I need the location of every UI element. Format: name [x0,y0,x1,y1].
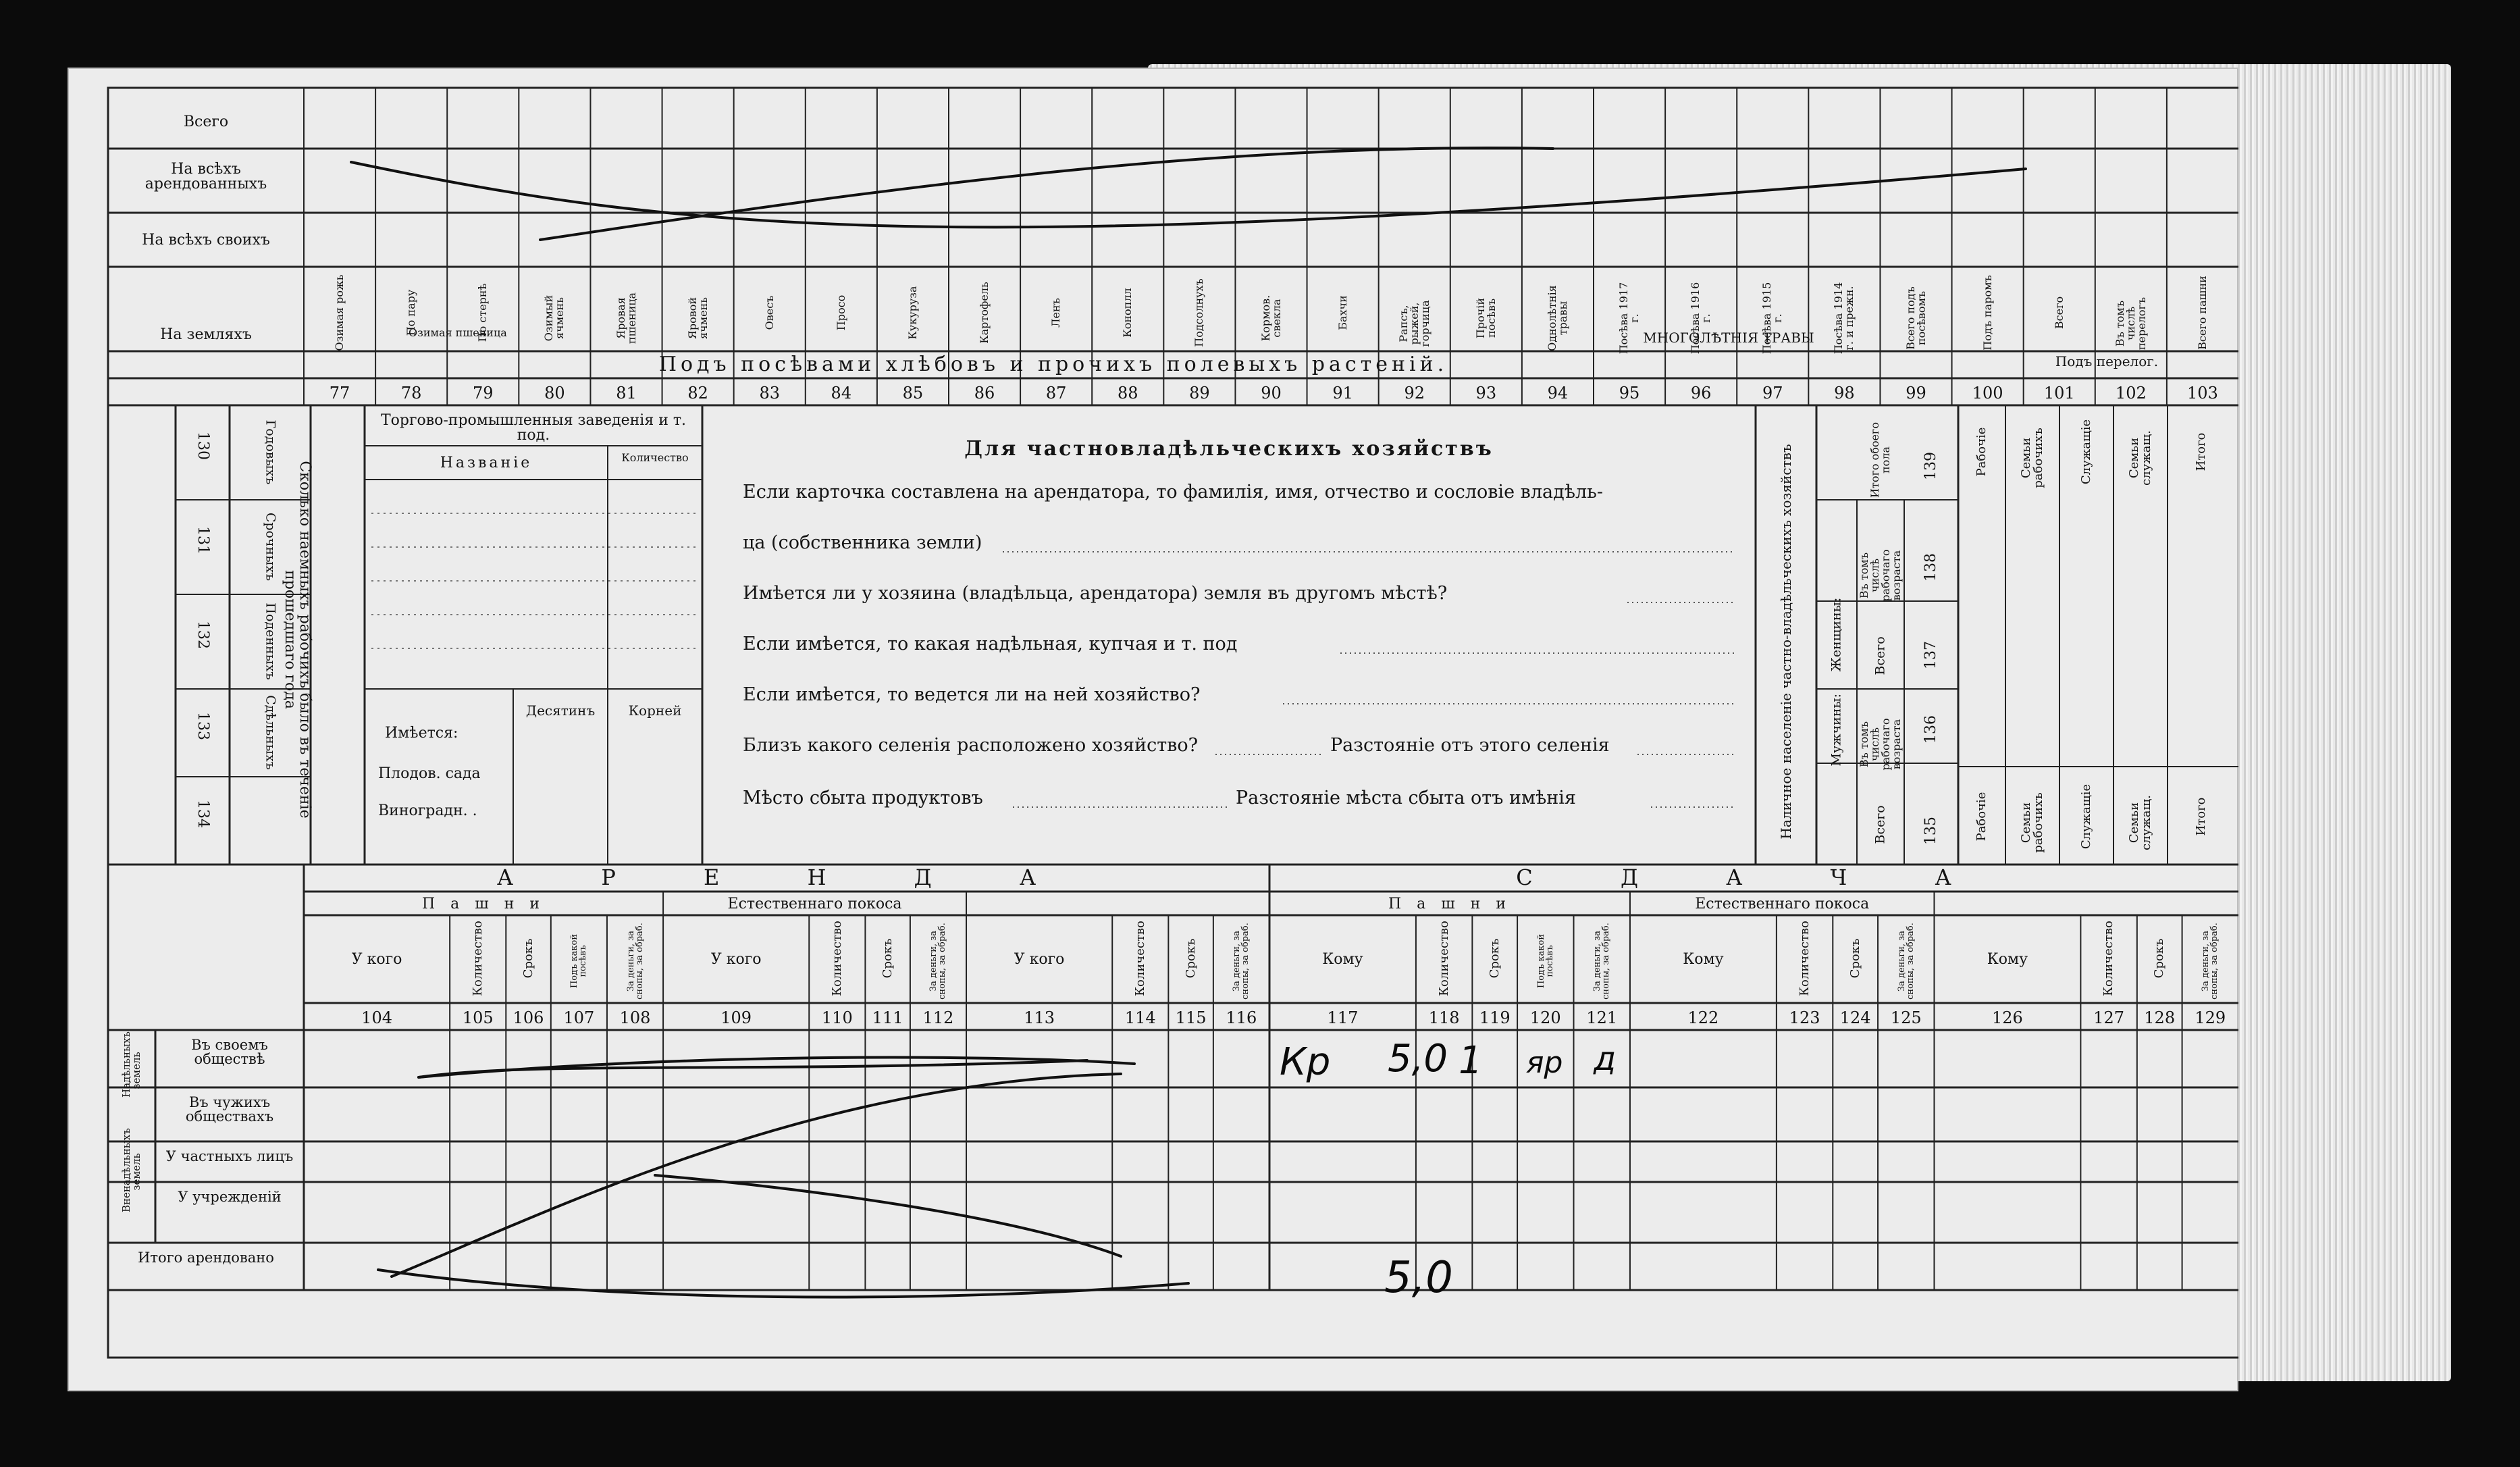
worker-row-label: Сдѣльныхъ [263,695,278,770]
crop-col-number: 91 [1332,384,1353,403]
lease-col-number: 109 [720,1008,752,1027]
arenda-title: А Р Е Н Д А [496,865,1077,890]
lease-col-label: За деньги, за снопы, за обраб. [1896,923,1916,1000]
worker-row-label: Годовыхъ [263,419,278,485]
population-col-label: Рабочіе [1974,427,1989,477]
lease-col-number: 119 [1479,1008,1511,1027]
crop-col-number: 100 [1972,384,2003,403]
crop-col-number: 102 [2115,384,2147,403]
crop-col-label: Подъ паромъ [1980,275,1994,351]
population-col-label: Рабочіе [1974,792,1989,842]
form-line-owner: Если карточка составлена на арендатора, то фамилія, имя, отчество и сословіе владѣль- [743,482,1603,503]
population-number: 139 [1922,452,1939,480]
form-line-farming: Если имѣется, то ведется ли на ней хозяйство? [743,684,1201,705]
form-fill-lines [68,68,2238,1391]
perennial-grasses-group: МНОГОЛѢТНІЯ ТРАВЫ [1643,330,1814,346]
lease-col-label: Количество [470,921,485,996]
crop-col-label: Овесъ [762,295,776,330]
form-line-market-distance: Разстояніе мѣста сбыта отъ имѣнія [1236,788,1576,808]
worker-row-label: Поденныхъ [263,602,278,680]
sdacha-title: С Д А Ч А [1516,865,1992,890]
worker-row-number: 134 [194,800,211,828]
lease-col-number: 126 [1992,1008,2023,1027]
plough-group: П а ш н и [1388,896,1511,912]
hand-total-leased: 5,0 [1384,1253,1453,1303]
lease-col-number: 111 [872,1008,903,1027]
lease-col-label: За деньги, за снопы, за обраб. [1592,923,1612,1000]
crop-col-label: Яровой ячмень [685,297,710,340]
lease-col-label: Срокъ [880,938,895,979]
lease-col-label: Подъ какой посѣвъ [1535,933,1555,989]
row-own: На всѣхъ своихъ [142,232,270,249]
plough-group: П а ш н и [422,896,546,912]
crop-col-number: 84 [831,384,852,403]
lease-col-label: Срокъ [521,938,535,979]
lease-col-number: 129 [2195,1008,2226,1027]
lease-col-number: 115 [1175,1008,1207,1027]
crop-col-label: Посѣва 1916 г. [1689,282,1713,355]
lease-col-label: За деньги, за снопы, за обраб. [1232,923,1251,1000]
lease-col-label: Срокъ [1183,938,1198,979]
crop-col-number: 78 [400,384,422,403]
population-col-label: Итого [2194,432,2208,471]
lease-col-number: 121 [1586,1008,1618,1027]
crop-col-label: Посѣва 1917 г. [1617,282,1642,355]
lease-col-label: У кого [710,951,762,968]
crop-col-number: 103 [2187,384,2218,403]
crop-col-number: 85 [902,384,924,403]
form-line-owner-cont: ца (собственника земли) [743,532,982,553]
population-col-label: Итого [2194,797,2208,836]
lease-col-number: 113 [1024,1008,1055,1027]
lease-col-number: 104 [361,1008,392,1027]
worker-row-label: Срочныхъ [263,512,278,582]
hand-crop: яр [1526,1046,1563,1080]
men-working-label: Въ томъ числѣ рабочаго возраста [1858,718,1903,771]
trade-name-header: Названіе [440,455,533,471]
women-total-label: Всего [1872,636,1888,675]
lease-col-number: 128 [2144,1008,2176,1027]
crop-col-label: Бахчи [1336,295,1349,330]
lease-col-label: Подъ какой посѣвъ [569,933,589,989]
population-col-label: Семьи рабочихъ [2019,428,2045,488]
hand-quantity: 5,0 [1388,1037,1448,1081]
worker-row-number: 133 [194,712,211,740]
lease-col-label: Срокъ [1487,938,1502,979]
private-farms-title: Для частновладѣльческихъ хозяйствъ [964,437,1494,461]
lease-col-number: 112 [922,1008,954,1027]
population-number: 135 [1922,817,1939,845]
lease-row-label: У учрежденій [178,1189,282,1205]
population-number: 138 [1922,553,1939,582]
worker-row-number: 130 [194,432,211,460]
population-col-label: Семьи рабочихъ [2019,792,2045,853]
trade-title: Торгово-промышленныя заведенія и т. под. [380,412,687,444]
population-title: Наличное населеніе частно-владѣльческихъ хозяйствъ [1778,444,1794,840]
lease-col-label: У кого [351,951,402,968]
row-lands: На земляхъ [160,326,252,343]
lease-col-number: 125 [1890,1008,1922,1027]
lease-col-number: 118 [1428,1008,1460,1027]
crop-col-number: 96 [1690,384,1712,403]
crop-col-label: Просо [834,294,847,331]
hand-term: 1 [1459,1039,1483,1083]
lease-col-label: Количество [1797,921,1812,996]
lease-row-label: Въ чужихъ обществахъ [185,1094,274,1125]
workers-title: Сколько наемныхъ рабочихъ было въ теченіе прошедшаго года [282,461,313,819]
crop-col-label: Прочій посѣвъ [1473,297,1498,339]
under-crops-title: Подъ посѣвами хлѣбовъ и прочихъ полевыхъ растеній. [658,353,1448,376]
crop-col-label: Всего [2052,296,2066,330]
orchard-label: Плодов. сада [378,765,481,782]
crop-col-label: Однолѣтнія травы [1545,285,1569,351]
crop-col-number: 88 [1117,384,1138,403]
crop-col-number: 92 [1404,384,1425,403]
lease-col-label: Кому [1683,951,1724,968]
lease-col-label: Срокъ [1847,938,1862,979]
crop-col-label: По стернѣ [476,283,490,342]
hand-payment: д [1594,1040,1617,1078]
crop-col-label: Кормов. свекла [1259,294,1283,342]
men-total-label: Всего [1872,805,1888,844]
crop-col-number: 98 [1834,384,1855,403]
population-col-label: Служащіе [2079,419,2093,485]
crop-col-number: 87 [1045,384,1067,403]
women-working-label: Въ томъ числѣ рабочаго возраста [1858,549,1903,602]
crop-col-label: Рапсъ, рыжей, горчица [1396,300,1432,347]
population-number: 136 [1922,715,1939,744]
lease-col-number: 114 [1124,1008,1156,1027]
desyatin-header: Десятинъ [525,702,596,719]
crop-col-number: 80 [544,384,565,403]
crop-col-label: Ленъ [1049,298,1063,328]
lease-col-number: 117 [1327,1008,1359,1027]
lease-row-label: У частныхъ лицъ [165,1148,294,1164]
hay-group: Естественнаго покоса [727,896,902,912]
form-line-village-distance: Разстояніе отъ этого селенія [1330,735,1610,756]
lease-col-label: За деньги, за снопы, за обраб. [625,923,645,1000]
worker-row-number: 131 [194,526,211,555]
crop-col-label: Озимая рожь [333,274,346,351]
lease-col-number: 122 [1687,1008,1719,1027]
lease-col-number: 105 [462,1008,494,1027]
lease-col-number: 116 [1226,1008,1257,1027]
lease-row-label: Итого арендовано [138,1250,274,1266]
lease-row-label: Въ своемъ обществѣ [191,1037,268,1067]
census-card [68,68,2238,1391]
lease-col-number: 107 [563,1008,595,1027]
lease-col-number: 110 [821,1008,853,1027]
crop-col-label: Озимый ячмень [542,294,567,342]
crop-col-number: 79 [472,384,494,403]
crop-col-number: 81 [616,384,637,403]
worker-row-number: 132 [194,621,211,649]
crop-col-number: 99 [1906,384,1926,403]
crop-col-label: Посѣва 1914 г. и прежн. [1832,282,1856,355]
lease-col-label: Кому [1322,951,1363,968]
lease-col-label: За деньги, за снопы, за обраб. [2201,923,2220,1000]
lease-col-label: Количество [1436,921,1451,996]
crop-col-number: 93 [1475,384,1497,403]
crop-col-label: Въ томъ числѣ перелогъ [2113,297,2148,351]
non-allotment-land-group: Вненадѣльныхъ земель [120,1128,142,1212]
form-line-village: Близъ какого селенія расположено хозяйство? [743,735,1199,756]
both-sexes-label: Итого обоего пола [1868,422,1892,498]
crop-col-number: 77 [329,384,350,403]
hay-group: Естественнаго покоса [1695,896,1870,912]
winter-wheat-group: Озимая пшеница [409,326,507,339]
crop-col-number: 94 [1547,384,1569,403]
hand-to-whom: Кр [1280,1040,1331,1084]
vineyard-label: Виноградн. . [378,802,477,819]
lease-col-number: 124 [1839,1008,1871,1027]
lease-col-label: Срокъ [2152,938,2167,979]
population-col-label: Семьи служащ. [2127,795,2153,850]
crop-col-number: 101 [2043,384,2075,403]
lease-col-label: Кому [1987,951,2028,968]
trade-qty-header: Количество [621,451,689,464]
lease-col-number: 120 [1529,1008,1561,1027]
population-col-label: Семьи служащ. [2127,430,2153,486]
lease-col-number: 127 [2093,1008,2125,1027]
crop-col-label: Яровая пшеница [614,292,638,344]
form-line-market: Мѣсто сбыта продуктовъ [743,788,983,808]
lease-col-number: 106 [513,1008,544,1027]
population-col-label: Служащіе [2079,783,2093,850]
crop-col-label: Всего пашни [2195,276,2209,350]
form-line-land-type: Если имѣется, то какая надѣльная, купчая и т. под [743,634,1238,654]
lease-col-number: 108 [619,1008,651,1027]
allotment-land-group: Надѣльныхъ земель [120,1031,142,1098]
crop-col-number: 95 [1619,384,1640,403]
crop-col-number: 97 [1762,384,1783,403]
lease-col-label: Количество [1132,921,1147,996]
crop-col-label: Всего подъ посѣвомъ [1904,286,1928,350]
roots-header: Корней [628,702,682,719]
population-number: 137 [1922,641,1939,669]
crop-col-label: Коноплл [1121,288,1134,338]
row-rented: На всѣхъ арендованныхъ [145,161,267,192]
crop-col-number: 82 [687,384,708,403]
crop-col-label: Картофель [978,282,991,344]
lease-col-label: Количество [2101,921,2116,996]
crop-col-label: Кукуруза [905,286,919,340]
crop-col-number: 90 [1261,384,1282,403]
crop-col-number: 83 [759,384,780,403]
lease-col-label: За деньги, за снопы, за обраб. [928,923,948,1000]
has-label: Имѣется: [385,725,458,742]
lease-col-number: 123 [1789,1008,1820,1027]
men-label: Мужчины: [1829,693,1844,767]
row-total: Всего [183,113,229,130]
crop-col-label: По пару [404,289,418,336]
crop-col-number: 89 [1189,384,1210,403]
crop-col-label: Посѣва 1915 г. [1760,282,1785,355]
lease-col-label: У кого [1014,951,1065,968]
lease-col-label: Количество [829,921,844,996]
crop-col-number: 86 [974,384,995,403]
fallow-group: Подъ перелог. [2055,353,2159,369]
form-line-other-land: Имѣется ли у хозяина (владѣльца, арендатора) земля въ другомъ мѣстѣ? [743,583,1448,604]
women-label: Женщины: [1829,597,1844,672]
crop-col-label: Подсолнухъ [1192,278,1206,347]
